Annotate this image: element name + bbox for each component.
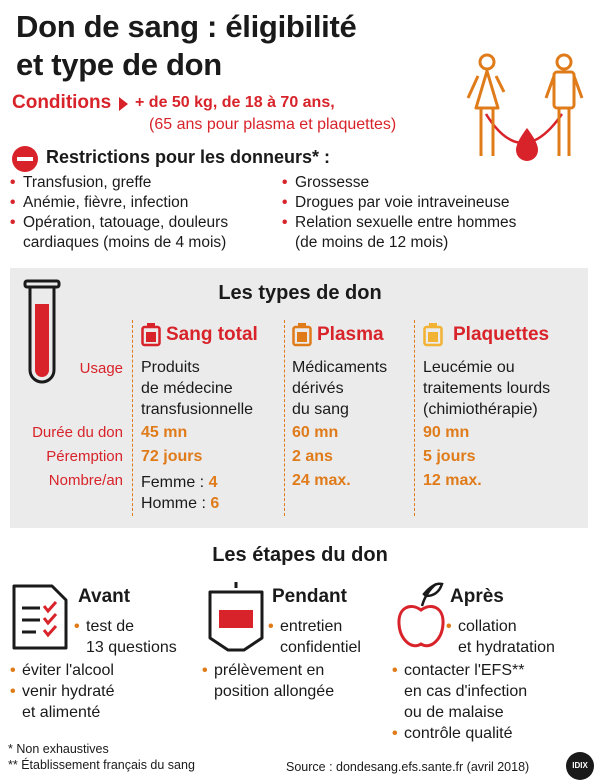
- usage-sang-total: Produits de médecine transfusionnelle: [141, 359, 254, 418]
- list-item: • Anémie, fièvre, infection: [10, 193, 285, 213]
- duree-plaquettes: 90 mn: [423, 424, 470, 441]
- apple-icon: [396, 580, 446, 652]
- restrictions-list-right: [282, 173, 592, 253]
- checklist-icon: [12, 584, 68, 650]
- no-entry-icon: [12, 146, 38, 172]
- types-title: Les types de don: [218, 282, 382, 304]
- column-divider: [284, 320, 285, 516]
- list-item: • venir hydraté et alimenté: [10, 681, 115, 723]
- peremption-sang-total: 72 jours: [141, 448, 203, 465]
- conditions-line-1: + de 50 kg, de 18 à 70 ans,: [135, 94, 335, 111]
- step-avant-list-1: [74, 616, 177, 658]
- title-line-1: Don de sang : éligibilité: [16, 9, 357, 44]
- duree-plasma: 60 mn: [292, 424, 339, 441]
- step-apres-list-2: [392, 660, 527, 744]
- restrictions-title: Restrictions pour les donneurs* :: [46, 147, 331, 167]
- list-item: • contacter l'EFS** en cas d'infection ou de malaise: [392, 660, 527, 723]
- footnotes: [8, 741, 195, 773]
- arrow-right-icon: [119, 97, 128, 111]
- step-apres-title: Après: [450, 586, 504, 607]
- conditions-label: Conditions: [12, 92, 112, 113]
- row-label-usage: Usage: [79, 360, 123, 377]
- duree-sang-total: 45 mn: [141, 424, 188, 441]
- nombre-plaquettes: 12 max.: [423, 472, 482, 489]
- row-label-peremption: Péremption: [46, 448, 123, 465]
- list-item: • éviter l'alcool: [10, 660, 115, 681]
- couple-icon: [462, 52, 592, 164]
- step-pendant-list-2: [202, 660, 334, 702]
- step-avant-title: Avant: [78, 586, 131, 607]
- row-label-nombre: Nombre/an: [48, 472, 123, 489]
- column-divider: [132, 320, 133, 516]
- list-item: • Grossesse: [282, 173, 592, 193]
- list-item: • contrôle qualité: [392, 723, 527, 744]
- idix-logo: IDIX: [566, 752, 594, 780]
- list-item: • Drogues par voie intraveineuse: [282, 193, 592, 213]
- column-head-plaquettes: Plaquettes: [453, 324, 550, 345]
- peremption-plaquettes: 5 jours: [423, 448, 476, 465]
- blood-bag-icon: [141, 323, 161, 347]
- footnote-2: ** Établissement français du sang: [8, 758, 195, 772]
- list-item: • Opération, tatouage, douleurs cardiaques (moins de 4 mois): [10, 213, 285, 253]
- list-item: • entretien confidentiel: [268, 616, 361, 658]
- column-head-sang-total: Sang total: [166, 324, 258, 345]
- nombre-plasma: 24 max.: [292, 472, 351, 489]
- restrictions-list-left: [10, 173, 285, 253]
- list-item: • prélèvement en position allongée: [202, 660, 334, 702]
- conditions-text: [135, 92, 396, 136]
- nombre-sang-total: Femme : 4 Homme : 6: [141, 474, 220, 512]
- source: Source : dondesang.efs.sante.fr (avril 2018): [286, 760, 530, 774]
- step-avant-list-2: [10, 660, 115, 723]
- list-item: • collation et hydratation: [446, 616, 555, 658]
- step-apres-list-1: [446, 616, 555, 658]
- peremption-plasma: 2 ans: [292, 448, 333, 465]
- list-item: • Relation sexuelle entre hommes (de moins de 12 mois): [282, 213, 592, 253]
- row-label-duree: Durée du don: [32, 424, 123, 441]
- conditions-line-2: (65 ans pour plasma et plaquettes): [149, 116, 397, 133]
- footnote-1: * Non exhaustives: [8, 742, 109, 756]
- column-head-plasma: Plasma: [317, 324, 384, 345]
- usage-plaquettes: Leucémie ou traitements lourds (chimiothérapie): [423, 359, 551, 418]
- title-line-2: et type de don: [16, 47, 222, 82]
- blood-bag-icon: [206, 582, 266, 652]
- platelets-bag-icon: [423, 323, 443, 347]
- column-divider: [414, 320, 415, 516]
- plasma-bag-icon: [292, 323, 312, 347]
- page-title: [16, 8, 356, 84]
- step-pendant-list-1: [268, 616, 361, 658]
- list-item: • test de 13 questions: [74, 616, 177, 658]
- step-pendant-title: Pendant: [272, 586, 347, 607]
- usage-plasma: Médicaments dérivés du sang: [292, 359, 388, 418]
- steps-title: Les étapes du don: [212, 544, 388, 566]
- list-item: • Transfusion, greffe: [10, 173, 285, 193]
